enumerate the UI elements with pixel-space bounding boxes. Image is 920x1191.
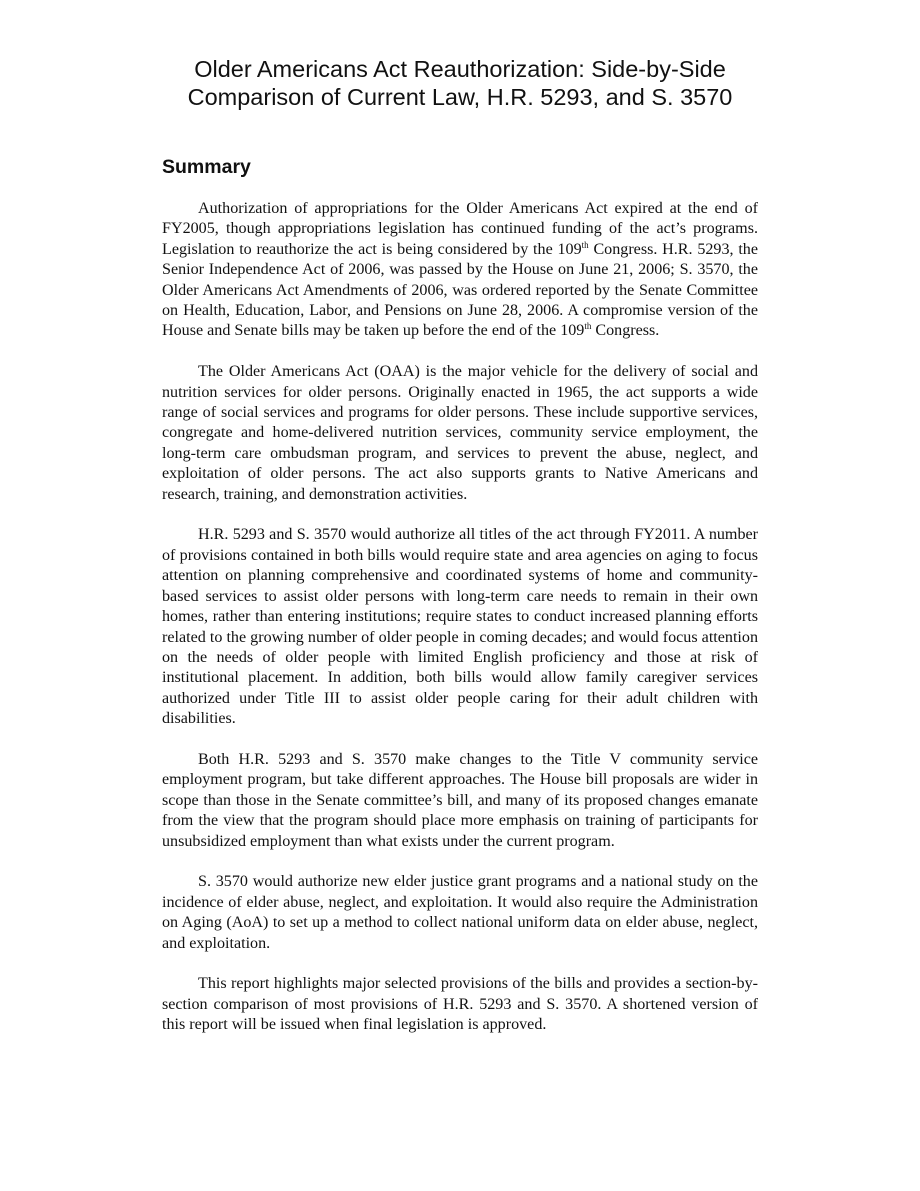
title-line-2: Comparison of Current Law, H.R. 5293, and S. 3570 — [187, 84, 733, 110]
document-page — [162, 55, 758, 1056]
paragraph-5: S. 3570 would authorize new elder justice grant programs and a national study on the incidence of elder abuse, neglect, and exploitation. It would also require the Administration on Aging (AoA) to set up a method to collect national uniform data on elder abuse, neglect, and exploitation. — [162, 873, 758, 952]
paragraph-6: This report highlights major selected provisions of the bills and provides a section-by-section comparison of most provisions of H.R. 5293 and S. 3570. A shortened version of this report will be issued when final legislation is approved. — [162, 975, 758, 1034]
paragraph-1-part-b: Congress. H.R. 5293, the Senior Independence Act of 2006, was passed by the House on June 21, 2006; S. 3570, the Older Americans Act Amendments of 2006, was ordered reported by the Senate Committee on Health, Education, Labor, and Pensions on June 28, 2006. A compromise version of the House and Senate bills may be taken up before the end of the 109 — [162, 240, 758, 340]
paragraph-1-part-a: Authorization of appropriations for the Older Americans Act expired at the end of FY2005, though appropriations legislation has continued funding of the act’s programs. Legislation to reauthorize the act is being considered by the 109 — [162, 200, 758, 258]
paragraph-2: The Older Americans Act (OAA) is the major vehicle for the delivery of social and nutrition services for older persons. Originally enacted in 1965, the act supports a wide range of social services and programs for older persons. These include supportive services, congregate and home-delivered nutrition services, community service employment, the long-term care ombudsman program, and services to prevent the abuse, neglect, and exploitation of older persons. The act also supports grants to Native Americans and research, training, and demonstration activities. — [162, 363, 758, 503]
section-heading-summary: Summary — [162, 156, 251, 178]
paragraph-1-part-c: Congress. — [591, 322, 660, 340]
paragraph-1 — [162, 199, 758, 342]
superscript-th-1: th — [581, 239, 589, 250]
paragraph-3: H.R. 5293 and S. 3570 would authorize all titles of the act through FY2011. A number of provisions contained in both bills would require state and area agencies on aging to focus attention on planning comprehensive and coordinated systems of home and community-based services to assist older persons with long-term care needs to remain in their own homes, rather than entering institutions; require states to conduct increased planning efforts related to the growing number of older people in coming decades; and would focus attention on the needs of older people with limited English proficiency and those at risk of institutional placement. In addition, both bills would allow family caregiver services authorized under Title III to assist older people caring for their adult children with disabilities. — [162, 526, 758, 728]
document-title — [162, 55, 758, 111]
title-line-1: Older Americans Act Reauthorization: Side-by-Side — [194, 56, 726, 82]
superscript-th-2: th — [584, 321, 592, 332]
summary-body — [162, 199, 758, 1036]
paragraph-4: Both H.R. 5293 and S. 3570 make changes to the Title V community service employment program, but take different approaches. The House bill proposals are wider in scope than those in the Senate committee’s bill, and many of its proposed changes emanate from the view that the program should place more emphasis on training of participants for unsubsidized employment than what exists under the current program. — [162, 750, 758, 850]
